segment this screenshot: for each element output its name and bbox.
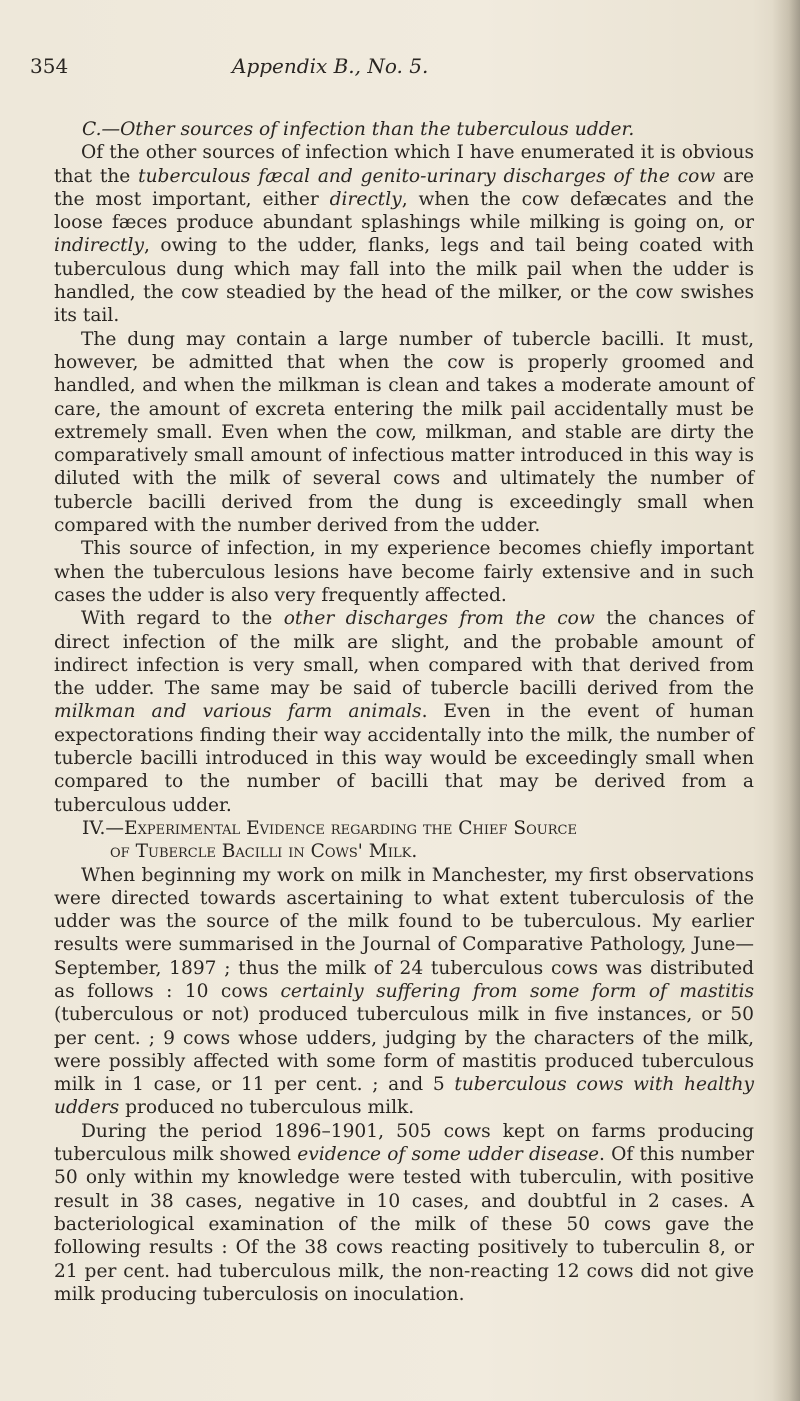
paragraph xyxy=(54,607,754,817)
paragraph xyxy=(54,141,754,327)
paragraph xyxy=(54,1120,754,1306)
text-run: (tuberculous or not) produced tuberculous milk in five instances, or 50 per cent. ; 9 cows whose udders, judging by the characters of the milk, were possibly affected with some form of mastitis produced tuberculous milk in 1 case, or 11 per cent. ; and 5 xyxy=(54,1004,754,1096)
text-run: are the most important, either xyxy=(54,165,755,210)
page-number: 354 xyxy=(30,54,69,78)
text-run: With regard to the xyxy=(81,608,284,630)
paragraph xyxy=(54,864,754,1120)
emphasis: certainly suffering from some form of mastitis xyxy=(280,980,754,1002)
text-run: the chances of direct infection of the milk are slight, and the probable amount of indirect infection is very small, when compared with that derived from the udder. The same may be said of tubercle bacilli derived from the xyxy=(54,608,755,700)
emphasis: evidence of some udder disease xyxy=(297,1144,599,1166)
heading-line: IV.—Experimental Evidence regarding the Chief Source xyxy=(82,817,577,839)
page-header xyxy=(0,54,800,84)
emphasis: indirectly xyxy=(54,235,144,257)
heading-line: of Tubercle Bacilli in Cows' Milk. xyxy=(110,841,418,863)
text-run: Of the other sources of infection which I have enumerated it is obvious that the xyxy=(54,142,754,187)
emphasis: milkman and various farm animals xyxy=(54,701,422,723)
text-run: When beginning my work on milk in Manchester, my first observations were directed towards ascertaining to what extent tuberculosis of the udder was the source of the milk found to be tuberculous. My earlier results were summarised in the Journal of Comparative Pathology, June—September, 1897 ; thus the milk of 24 tuberculous cows was distributed as follows : 10 cows xyxy=(54,864,754,1002)
paragraph: The dung may contain a large number of tubercle bacilli. It must, however, be admitted that when the cow is properly groomed and handled, and when the milkman is clean and takes a moderate amount of care, the amount of excreta entering the milk pail accidentally must be extremely small. Even when the cow, milkman, and stable are dirty the comparatively small amount of infectious matter introduced in this way is diluted with the milk of several cows and ultimately the number of tubercle bacilli derived from the dung is exceedingly small when compared with the number derived from the udder. xyxy=(54,328,754,537)
text-run: During the period 1896–1901, 505 cows kept on farms producing tuberculous milk showed xyxy=(54,1120,754,1166)
emphasis: tuberculous cows with healthy udders xyxy=(54,1074,755,1119)
section-iv-heading xyxy=(54,817,754,864)
emphasis: directly xyxy=(329,188,402,210)
section-c-subtitle: C.—Other sources of infection than the tuberculous udder. xyxy=(82,119,635,140)
page-edge-shadow xyxy=(772,0,800,1401)
emphasis: tuberculous fæcal and genito-urinary discharges of the cow xyxy=(138,165,716,187)
page-body xyxy=(54,118,754,1306)
text-run: , when the cow defæcates and the loose fæces produce abundant splashings while milking is going on, or xyxy=(54,188,754,234)
paragraph: This source of infection, in my experience becomes chiefly important when the tuberculous lesions have become fairly extensive and in such cases the udder is also very frequently affected. xyxy=(54,538,754,606)
text-run: , owing to the udder, flanks, legs and tail being coated with tuberculous dung which may fall into the milk pail when the udder is handled, the cow steadied by the head of the milker, or the cow swishes its tail. xyxy=(54,235,754,327)
text-run: . Even in the event of human expectorations finding their way accidentally into the milk, the number of tubercle bacilli introduced in this way would be exceedingly small when compared to the number of bacilli that may be derived from a tuberculous udder. xyxy=(54,701,754,816)
text-run: . Of this number 50 only within my knowledge were tested with tuberculin, with positive result in 38 cases, negative in 10 cases, and doubtful in 2 cases. A bacteriological examination of the milk of these 50 cows gave the following results : Of the 38 cows reacting positively to tuberculin 8, or 21 per cent. had tuberculous milk, the non-reacting 12 cows did not give milk producing tuberculosis on inoculation. xyxy=(54,1144,754,1305)
emphasis: other discharges from the cow xyxy=(283,608,595,630)
text-run: produced no tuberculous milk. xyxy=(119,1097,415,1119)
running-head: Appendix B., No. 5. xyxy=(232,54,429,78)
